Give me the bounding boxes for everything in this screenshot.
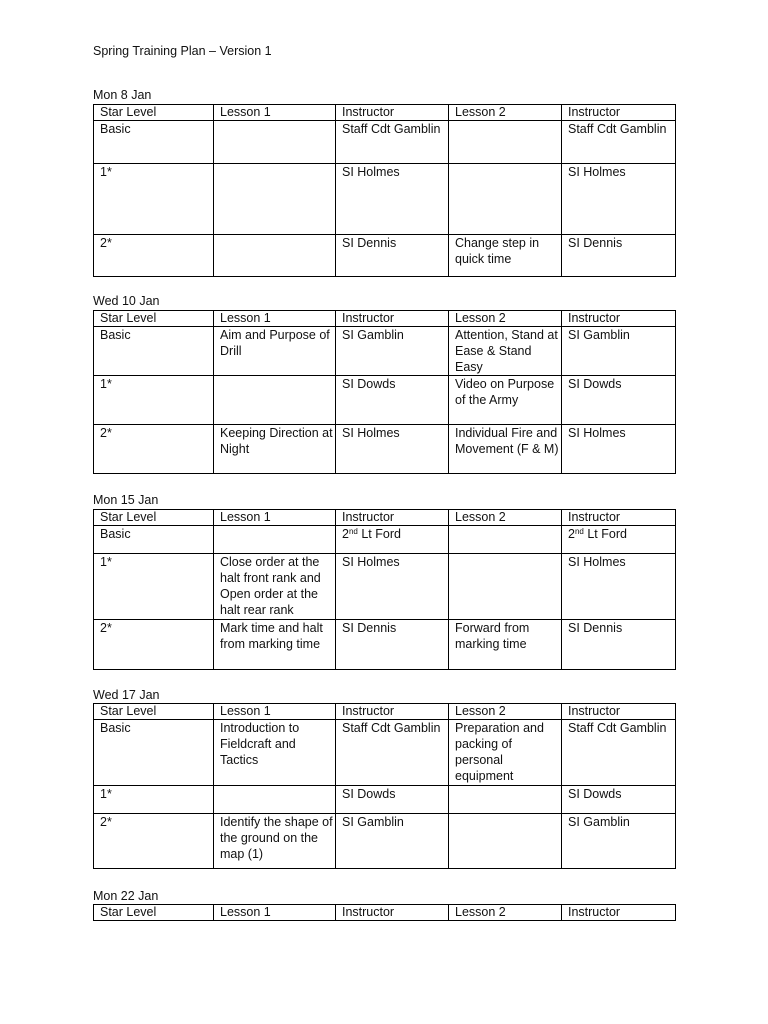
cell [214,786,336,814]
table-row [94,376,676,425]
table-header-row [94,704,676,720]
cell: Basic [94,327,214,376]
cell: SI Dennis [336,620,449,670]
table-row [94,235,676,277]
cell: Aim and Purpose of Drill [214,327,336,376]
cell: SI Dennis [336,235,449,277]
schedule-table [93,509,676,670]
cell: Identify the shape of the ground on the map (1) [214,814,336,869]
cell: SI Holmes [562,425,676,474]
cell: Forward from marking time [449,620,562,670]
cell: 2* [94,235,214,277]
header-cell: Lesson 1 [214,905,336,921]
cell [214,376,336,425]
cell: SI Holmes [336,164,449,235]
cell: SI Holmes [562,554,676,620]
header-cell: Instructor [336,510,449,526]
cell: SI Gamblin [336,814,449,869]
header-cell: Instructor [562,510,676,526]
table-row [94,121,676,164]
day-label: Wed 10 Jan [93,294,160,308]
header-cell: Star Level [94,105,214,121]
cell: SI Dowds [336,376,449,425]
cell: Staff Cdt Gamblin [336,720,449,786]
cell: SI Gamblin [562,327,676,376]
rank-name: Lt Ford [583,527,627,541]
cell [214,526,336,554]
cell [214,235,336,277]
header-cell: Instructor [562,311,676,327]
cell: Staff Cdt Gamblin [336,121,449,164]
table-row [94,526,676,554]
cell [449,121,562,164]
cell: 2* [94,814,214,869]
cell: 2* [94,620,214,670]
header-cell: Instructor [562,704,676,720]
cell: 1* [94,164,214,235]
table-header-row [94,311,676,327]
cell: SI Holmes [562,164,676,235]
header-cell: Instructor [562,905,676,921]
cell: Staff Cdt Gamblin [562,720,676,786]
day-label: Wed 17 Jan [93,688,160,702]
header-cell: Instructor [336,105,449,121]
header-cell: Star Level [94,311,214,327]
ordinal-number: 2 [342,527,349,541]
table-row [94,620,676,670]
ordinal-number: 2 [568,527,575,541]
schedule-table [93,703,676,869]
table-header-row [94,510,676,526]
header-cell: Instructor [562,105,676,121]
header-cell: Instructor [336,905,449,921]
cell [449,554,562,620]
table-header-row [94,105,676,121]
cell: SI Dowds [562,786,676,814]
header-cell: Lesson 1 [214,704,336,720]
cell: SI Holmes [336,425,449,474]
cell: 1* [94,376,214,425]
cell: 1* [94,554,214,620]
header-cell: Lesson 1 [214,105,336,121]
header-cell: Lesson 2 [449,905,562,921]
header-cell: Instructor [336,704,449,720]
cell [449,786,562,814]
cell: Preparation and packing of personal equipment [449,720,562,786]
cell: SI Dennis [562,620,676,670]
cell [214,121,336,164]
header-cell: Star Level [94,905,214,921]
cell: Basic [94,720,214,786]
day-label: Mon 22 Jan [93,889,159,903]
cell: Mark time and halt from marking time [214,620,336,670]
header-cell: Star Level [94,510,214,526]
ordinal-suffix: nd [348,527,358,536]
table-header-row [94,905,676,921]
cell: 2* [94,425,214,474]
cell: Staff Cdt Gamblin [562,121,676,164]
cell: Individual Fire and Movement (F & M) [449,425,562,474]
cell: SI Dowds [562,376,676,425]
table-row [94,786,676,814]
header-cell: Star Level [94,704,214,720]
header-cell: Lesson 2 [449,105,562,121]
header-cell: Lesson 2 [449,311,562,327]
cell: Basic [94,121,214,164]
schedule-table [93,904,676,921]
day-label: Mon 15 Jan [93,493,159,507]
table-row [94,327,676,376]
table-row [94,554,676,620]
header-cell: Lesson 1 [214,510,336,526]
table-row [94,164,676,235]
rank-name: Lt Ford [357,527,401,541]
cell: SI Gamblin [336,327,449,376]
day-label: Mon 8 Jan [93,88,152,102]
cell [449,164,562,235]
table-row [94,814,676,869]
cell: Video on Purpose of the Army [449,376,562,425]
cell: SI Dennis [562,235,676,277]
schedule-table [93,104,676,277]
cell: 1* [94,786,214,814]
cell: Close order at the halt front rank and Open order at the halt rear rank [214,554,336,620]
cell [336,526,449,554]
cell: Change step in quick time [449,235,562,277]
table-row [94,425,676,474]
cell: Basic [94,526,214,554]
header-cell: Instructor [336,311,449,327]
header-cell: Lesson 2 [449,510,562,526]
cell [214,164,336,235]
cell: SI Gamblin [562,814,676,869]
cell: SI Holmes [336,554,449,620]
ordinal-suffix: nd [574,527,584,536]
header-cell: Lesson 1 [214,311,336,327]
cell [449,526,562,554]
cell [449,814,562,869]
table-row [94,720,676,786]
cell [562,526,676,554]
cell: Keeping Direction at Night [214,425,336,474]
cell: SI Dowds [336,786,449,814]
cell: Introduction to Fieldcraft and Tactics [214,720,336,786]
header-cell: Lesson 2 [449,704,562,720]
schedule-table [93,310,676,474]
cell: Attention, Stand at Ease & Stand Easy [449,327,562,376]
page-title: Spring Training Plan – Version 1 [93,44,272,58]
